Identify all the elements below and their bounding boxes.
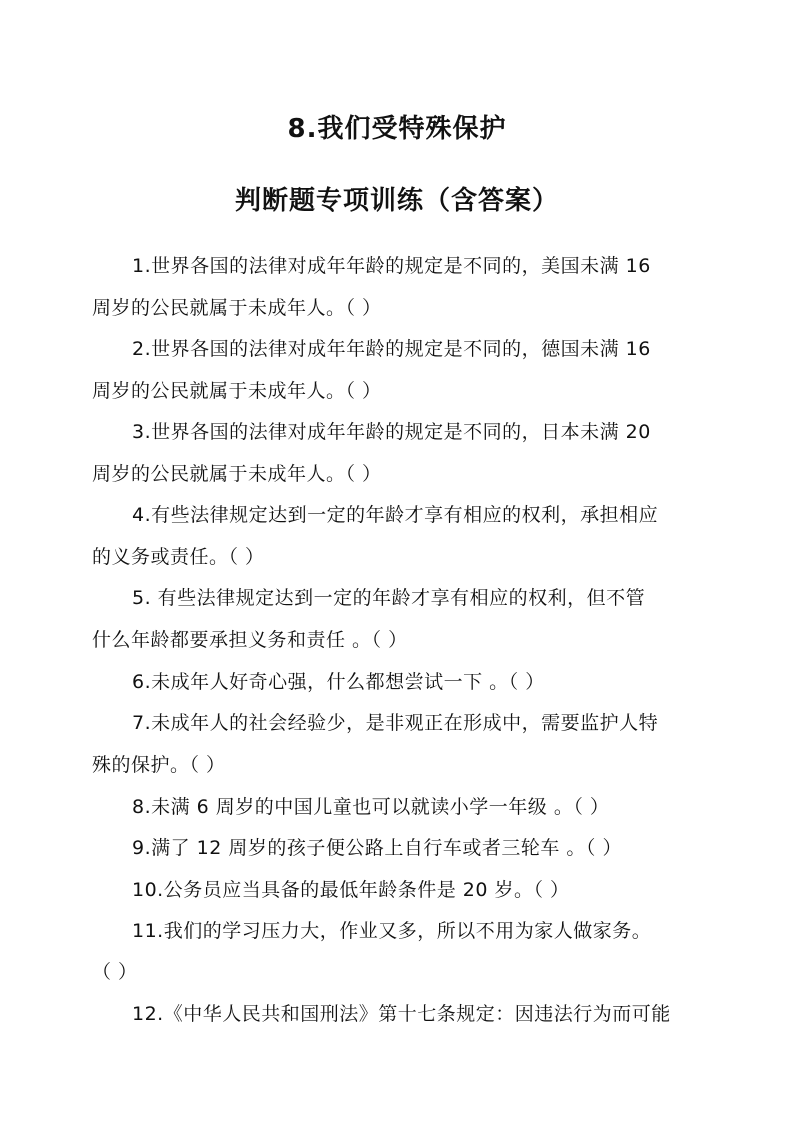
question-9-line-1: 9.满了 12 周岁的孩子便公路上自行车或者三轮车 。（ ）: [132, 837, 622, 859]
question-11-line-2: （ ）: [92, 961, 138, 983]
question-1-line-2: 周岁的公民就属于未成年人。（ ）: [92, 297, 382, 319]
question-1-line-1: 1.世界各国的法律对成年年龄的规定是不同的，美国未满 16: [132, 255, 651, 277]
page-title: 8.我们受特殊保护: [287, 114, 507, 144]
question-12-line-1: 12.《中华人民共和国刑法》第十七条规定：因违法行为而可能: [132, 1003, 671, 1025]
question-2-line-2: 周岁的公民就属于未成年人。（ ）: [92, 380, 382, 402]
question-4-line-2: 的义务或责任。（ ）: [92, 546, 265, 568]
question-5-line-1: 5. 有些法律规定达到一定的年龄才享有相应的权利，但不管: [132, 587, 646, 609]
question-3-line-2: 周岁的公民就属于未成年人。（ ）: [92, 463, 382, 485]
question-11-line-1: 11.我们的学习压力大，作业又多，所以不用为家人做家务。: [132, 920, 652, 942]
question-7-line-2: 殊的保护。（ ）: [92, 754, 226, 776]
question-4-line-1: 4.有些法律规定达到一定的年龄才享有相应的权利，承担相应: [132, 504, 659, 526]
question-5-line-2: 什么年龄都要承担义务和责任 。（ ）: [92, 629, 408, 651]
question-8-line-1: 8.未满 6 周岁的中国儿童也可以就读小学一年级 。（ ）: [132, 796, 610, 818]
page-subtitle: 判断题专项训练（含答案）: [234, 186, 559, 216]
question-2-line-1: 2.世界各国的法律对成年年龄的规定是不同的，德国未满 16: [132, 338, 651, 360]
question-6-line-1: 6.未成年人好奇心强，什么都想尝试一下 。（ ）: [132, 671, 545, 693]
question-3-line-1: 3.世界各国的法律对成年年龄的规定是不同的，日本未满 20: [132, 421, 651, 443]
question-10-line-1: 10.公务员应当具备的最低年龄条件是 20 岁。（ ）: [132, 879, 570, 901]
question-7-line-1: 7.未成年人的社会经验少，是非观正在形成中，需要监护人特: [132, 712, 659, 734]
